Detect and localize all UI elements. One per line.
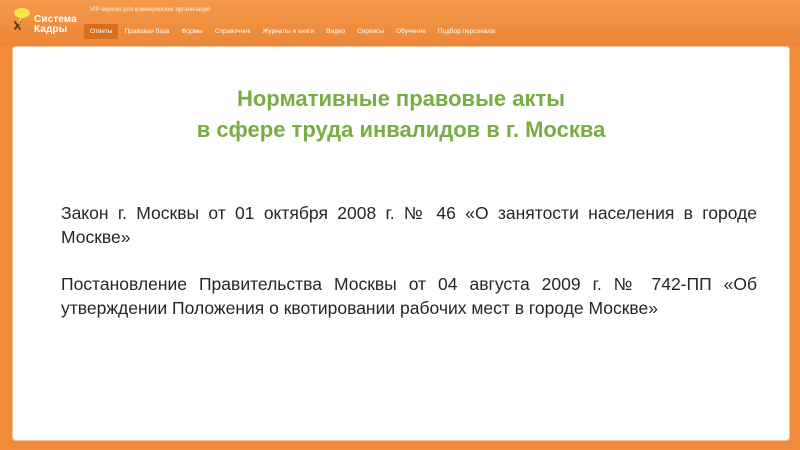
logo-text	[34, 15, 77, 35]
top-bar	[0, 0, 800, 46]
title-line-1: Нормативные правовые акты	[236, 86, 566, 111]
main-nav	[84, 24, 501, 39]
logo-line-2: Кадры	[34, 24, 68, 35]
document-item: Постановление Правительства Москвы от 04 августа 2009 г. № 742-ПП «Об утверждении Положения о квотировании рабочих мест в городе Москве»	[61, 274, 757, 318]
nav-item-answers[interactable]: Ответы	[84, 24, 118, 39]
nav-item-training[interactable]: Обучение	[396, 28, 426, 35]
document-item: Закон г. Москвы от 01 октября 2008 г. № 46 «О занятости населения в городе Москве»	[61, 203, 757, 247]
nav-item-services[interactable]: Сервисы	[357, 28, 385, 35]
title-line-2: в сфере труда инвалидов в г. Москва	[196, 117, 606, 142]
logo-line-1: Система	[34, 14, 77, 25]
nav-item-video[interactable]: Видео	[326, 28, 346, 35]
nav-item-journals[interactable]: Журналы и книги	[262, 28, 315, 35]
nav-item-legal-base[interactable]: Правовая база	[124, 28, 170, 35]
vip-version-label: VIP-версия для коммерческих организаций	[90, 7, 211, 13]
nav-item-recruitment[interactable]: Подбор персонала	[437, 28, 495, 35]
page-title	[12, 83, 790, 145]
content-panel	[12, 46, 790, 441]
nav-item-reference[interactable]: Справочник	[214, 28, 251, 35]
logo[interactable]	[8, 4, 88, 40]
nav-item-forms[interactable]: Формы	[181, 28, 203, 35]
